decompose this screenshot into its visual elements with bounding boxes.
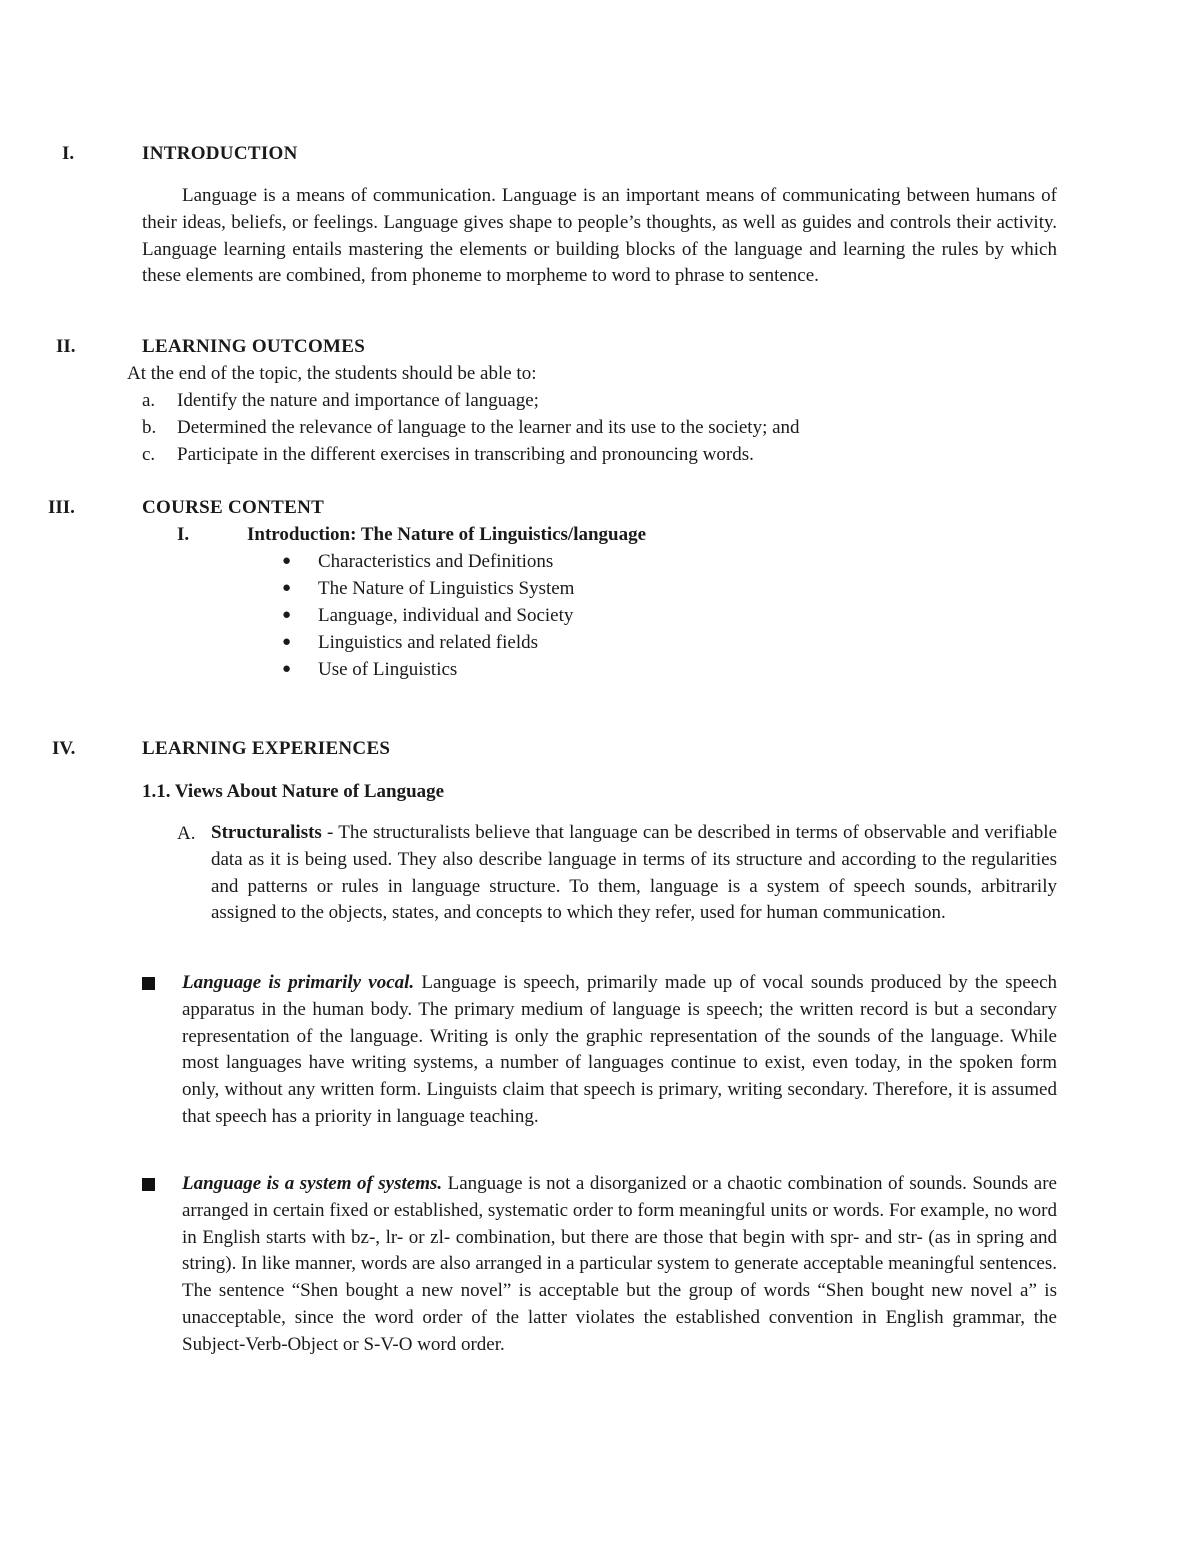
structuralists-text: - The structuralists believe that language can be described in terms of observable and verifiable data as it is being used. They also describe language in terms of its structure and according to the regularities and patterns or rules in language structure. To them, language is a system of speech sounds, arbitrarily assigned to the objects, states, and concepts to which they refer, used for human communication. xyxy=(211,822,1057,924)
point-lead: Language is primarily vocal. xyxy=(182,972,415,993)
structuralists-marker: A. xyxy=(177,823,196,844)
point-text: Language is speech, primarily made up of vocal sounds produced by the speech apparatus in the human body. The primary medium of language is speech; the written record is but a secondary representation of the language. Writing is only the graphic representation of the sounds of the language. While most languages have writing systems, a number of languages continue to exist, even today, in the spoken form only, without any written form. Linguists claim that speech is primary, writing secondary. Therefore, it is assumed that speech has a priority in language teaching. xyxy=(182,972,1058,1127)
content-bullet-item: Characteristics and Definitions xyxy=(318,551,554,572)
section-title-content: COURSE CONTENT xyxy=(142,497,325,518)
point-text: Language is not a disorganized or a chaotic combination of sounds. Sounds are arranged in certain fixed or established, systematic order to form meaningful units or words. For example, no word in English starts with bz-, lr- or zl- combination, but there are those that begin with spr- and str- (as in spring and string). In like manner, words are also arranged in a particular system to generate acceptable meaningful sentences. The sentence “Shen bought a new novel” is acceptable but the group of words “Shen bought new novel a” is unacceptable, since the word order of the latter violates the established convention in English grammar, the Subject-Verb-Object or S-V-O word order. xyxy=(182,1173,1057,1355)
content-bullet-item: Linguistics and related fields xyxy=(318,632,539,653)
outcome-item: Identify the nature and importance of language; xyxy=(177,390,539,411)
point-lead: Language is a system of systems. xyxy=(182,1173,443,1194)
content-sub-number: I. xyxy=(177,524,190,545)
bullet-icon: ● xyxy=(282,634,292,650)
bullet-icon: ● xyxy=(282,607,292,623)
experiences-subheading: 1.1. Views About Nature of Language xyxy=(142,781,445,802)
structuralists-paragraph xyxy=(203,820,1057,927)
content-sub-title: Introduction: The Nature of Linguistics/language xyxy=(247,524,647,545)
structuralists-term: Structuralists xyxy=(211,822,322,843)
outcome-item: Participate in the different exercises in transcribing and pronouncing words. xyxy=(177,444,754,465)
section-title-outcomes: LEARNING OUTCOMES xyxy=(142,336,366,357)
section-title-intro: INTRODUCTION xyxy=(142,143,298,164)
content-bullet-item: The Nature of Linguistics System xyxy=(318,578,575,599)
section-number-intro: I. xyxy=(62,143,75,164)
outcome-marker: c. xyxy=(142,444,156,465)
section-number-outcomes: II. xyxy=(56,336,76,357)
section-number-experiences: IV. xyxy=(52,738,76,759)
content-bullet-item: Language, individual and Society xyxy=(318,605,574,626)
point-paragraph xyxy=(182,970,1057,1131)
square-bullet-icon xyxy=(142,977,155,990)
section-title-experiences: LEARNING EXPERIENCES xyxy=(142,738,391,759)
outcome-item: Determined the relevance of language to the learner and its use to the society; and xyxy=(177,417,800,438)
square-bullet-icon xyxy=(142,1178,155,1191)
outcome-marker: a. xyxy=(142,390,156,411)
outcome-marker: b. xyxy=(142,417,157,438)
bullet-icon: ● xyxy=(282,580,292,596)
outcomes-lead: At the end of the topic, the students should be able to: xyxy=(127,363,537,384)
intro-paragraph: Language is a means of communication. Language is an important means of communicating between humans of their ideas, beliefs, or feelings. Language gives shape to people’s thoughts, as well as guides and controls their activity. Language learning entails mastering the elements or building blocks of the language and learning the rules by which these elements are combined, from phoneme to morpheme to word to phrase to sentence. xyxy=(142,185,1057,287)
content-bullet-item: Use of Linguistics xyxy=(318,659,458,680)
section-number-content: III. xyxy=(48,497,75,518)
bullet-icon: ● xyxy=(282,553,292,569)
point-paragraph xyxy=(182,1171,1057,1358)
bullet-icon: ● xyxy=(282,661,292,677)
